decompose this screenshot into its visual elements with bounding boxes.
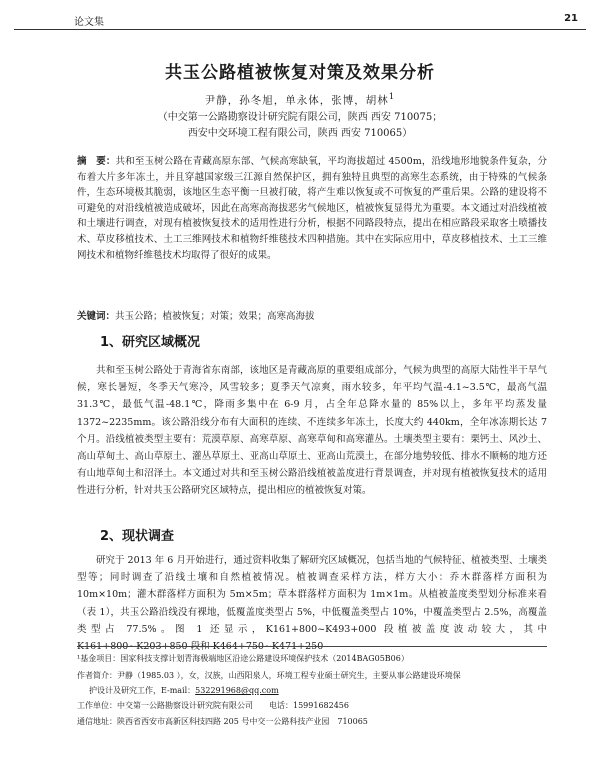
affiliation-line-1: （中交第一公路勘察设计研究院有限公司，陕西 西安 710075；: [157, 112, 443, 123]
section-2-body: 研究于 2013 年 6 月开始进行，通过资料收集了解研究区域概况，包括当地的气候特征、植被类型、土壤类型等；同时调查了沿线土壤和自然植被情况。植被调查采样方法，样方大小：乔木群落样方面积为 10m×10m；灌木群落样方面积为 5m×5m；草本群落样方面积为 1m×1m。从植被盖度类型划分标准来看（表 1），共玉公路沿线没有裸地，低覆盖度类型占 5%，中低覆盖类型占 10%，中覆盖类型占 2.5%，高覆盖类型占 77.5%。图 1 还显示，K161+800~K493+000 段植被盖度波动较大，其中 K161+800~K203+850 段和 K464+750~K471+250: [77, 555, 547, 653]
author-line: [0, 92, 600, 108]
affiliation-line-2: 西安中交环境工程有限公司，陕西 西安 710065）: [187, 128, 413, 139]
footnote-work-unit: 工作单位：中交第一公路勘察设计研究院有限公司 电话：15991682456: [77, 701, 349, 710]
running-header: [14, 6, 586, 26]
author-email-link[interactable]: 532291968@qq.com: [195, 686, 279, 695]
keywords-text: 共玉公路；植被恢复；对策；效果；高寒高海拔: [115, 311, 315, 322]
section-1-heading: 1、研究区域概况: [100, 335, 201, 350]
footnote-author-bio: 作者简介：尹静（1985.03 ），女，汉族，山西阳泉人，环境工程专业硕士研究生，主要从事公路建设环境保: [77, 671, 461, 680]
header-section-label: 论文集: [74, 17, 104, 28]
authors: 尹静，孙冬旭，单永体，张博，胡林: [204, 94, 389, 107]
footnote-rule: [77, 646, 547, 647]
section-2-heading: 2、现状调查: [100, 529, 175, 544]
abstract-label: 摘 要：: [77, 156, 116, 167]
abstract-text: 共和至玉树公路在青藏高原东部、气候高寒缺氧，平均海拔超过 4500m，沿线地形地貌条件复杂，分布着大片多年冻土，并且穿越国家级三江源自然保护区，拥有独特且典型的高寒生态系统，由于特殊的气候条件，生态环境极其脆弱，该地区生态平衡一旦被打破，将产生难以恢复或不可恢复的严重后果。公路的建设将不可避免的对沿线植被造成破坏，因此在高寒高海拔恶劣气候地区，植被恢复显得尤为重要。本文通过对沿线植被和土壤进行调查，对现有植被恢复技术的适用性进行分析，根据不同路段特点，提出在相应路段采取客土喷播技术、草皮移植技术、土工三维网技术和植物纤维毯技术四种措施。其中在实际应用中，草皮移植技术、土工三维网技术和植物纤维毯技术均取得了很好的成果。: [77, 156, 547, 261]
page-number: 21: [564, 13, 578, 24]
keywords: [77, 308, 547, 322]
section-1-body: 共和至玉树公路处于青海省东南部，该地区是青藏高原的重要组成部分，气候为典型的高原大陆性半干旱气候，寒长暑短，冬季天气寒冷，风雪较多；夏季天气凉爽，雨水较多，年平均气温-4.1~3.5℃，最高气温 31.3℃，最低气温-48.1℃，降雨多集中在 6-9 月，占全年总降水量的 85%以上，多年平均蒸发量 1372~2235mm。该公路沿线分布有大面积的连续、不连续多年冻土，长度大约 440km，全年冰冻期长达 7 个月。沿线植被类型主要有：荒漠草原、高寒草原、高寒草甸和高寒灌丛。土壤类型主要有：栗钙土、风沙土、高山草甸土、高山草原土、灌丛草原土、亚高山草原土、亚高山荒漠土，在部分地势较低、排水不顺畅的地方还有山地草甸土和沼泽土。本文通过对共和至玉树公路沿线植被盖度进行背景调查，并对现有植被恢复技术的适用性进行分析，针对共玉公路研究区域特点，提出相应的植被恢复对策。: [77, 365, 547, 497]
paper-title: 共玉公路植被恢复对策及效果分析: [165, 63, 435, 83]
footnote-author-bio-cont: [89, 685, 559, 696]
keywords-label: 关键词：: [77, 311, 116, 322]
footnote-address: 通信地址：陕西省西安市高新区科技四路 205 号中交一公路科技产业园 710065: [77, 717, 368, 726]
footnote-email-label: 护设计及研究工作，E-mail：: [89, 686, 196, 695]
author-footnote-mark: 1: [388, 92, 396, 102]
footnote-funding: ¹基金项目：国家科技支撑计划青海极端地区沿途公路建设环境保护技术（2014BAG05B06）: [77, 654, 409, 663]
header-rule: [14, 29, 586, 30]
abstract: [77, 154, 547, 263]
